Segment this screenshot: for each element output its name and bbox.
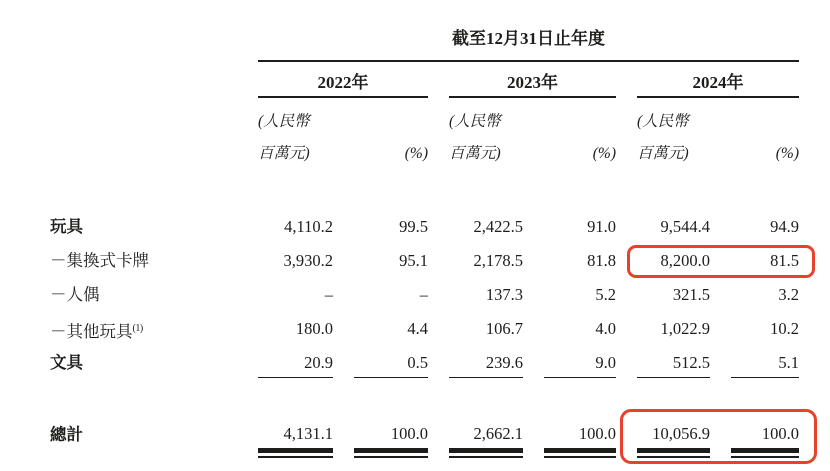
- cell-2023-percent: 5.2: [595, 285, 616, 304]
- units-row-line2: [50, 131, 799, 164]
- row-label: 總計: [50, 425, 83, 444]
- cell-2023-percent: 4.0: [595, 319, 616, 338]
- cell-2022-amount: 180.0: [295, 319, 333, 338]
- cell-2022-percent: 99.5: [399, 217, 428, 236]
- percent-header-2022: (%): [404, 145, 428, 162]
- cell-2023-amount: 2,422.5: [473, 217, 523, 236]
- cell-2023-percent: 91.0: [587, 217, 616, 236]
- highlight-box-2024-trading-cards: [627, 245, 815, 278]
- cell-2024-percent: 81.5: [770, 251, 799, 270]
- cell-2024-amount: 1,022.9: [660, 319, 710, 338]
- cell-2024-amount: 9,544.4: [660, 217, 710, 236]
- cell-2024-amount: 321.5: [672, 285, 710, 304]
- cell-2024-percent: 94.9: [770, 217, 799, 236]
- year-header-2022: 2022年: [258, 62, 428, 98]
- cell-2023-amount: 2,178.5: [473, 251, 523, 270]
- revenue-breakdown-table: [50, 0, 799, 471]
- cell-2022-percent: 4.4: [407, 319, 428, 338]
- cell-2022-percent: –: [419, 285, 428, 304]
- unit-label-millions-2022: 百萬元): [258, 145, 310, 162]
- cell-2022-amount: 20.9: [258, 352, 333, 378]
- row-label: 文具: [50, 353, 83, 372]
- table-row-other-toys: [50, 318, 799, 352]
- cell-2022-amount: 4,131.1: [258, 424, 333, 458]
- table-row-stationery: [50, 352, 799, 386]
- cell-2023-percent: 9.0: [544, 352, 616, 378]
- row-label: －集換式卡牌: [50, 251, 149, 270]
- unit-label-rmb-2023: (人民幣: [449, 113, 501, 130]
- unit-label-millions-2024: 百萬元): [637, 145, 689, 162]
- row-label: －人偶: [50, 285, 100, 304]
- cell-2022-percent: 95.1: [399, 251, 428, 270]
- cell-2022-percent: 0.5: [354, 352, 428, 378]
- period-header-row: [50, 0, 799, 62]
- cell-2023-amount: 2,662.1: [449, 424, 523, 458]
- highlight-box-2024-total: [620, 409, 817, 464]
- cell-2024-percent: 100.0: [731, 424, 799, 458]
- cell-2023-amount: 239.6: [449, 352, 523, 378]
- cell-2023-amount: 106.7: [485, 319, 523, 338]
- cell-2024-amount: 8,200.0: [660, 251, 710, 270]
- cell-2022-amount: –: [324, 285, 333, 304]
- year-header-row: [50, 62, 799, 98]
- unit-label-millions-2023: 百萬元): [449, 145, 501, 162]
- unit-label-rmb-2022: (人民幣: [258, 113, 310, 130]
- cell-2023-percent: 81.8: [587, 251, 616, 270]
- cell-2024-percent: 5.1: [731, 352, 799, 378]
- percent-header-2024: (%): [775, 145, 799, 162]
- unit-label-rmb-2024: (人民幣: [637, 113, 689, 130]
- cell-2024-amount: 10,056.9: [637, 424, 710, 458]
- table-row-figures: [50, 284, 799, 318]
- period-title: 截至12月31日止年度: [258, 0, 799, 62]
- cell-2023-percent: 100.0: [544, 424, 616, 458]
- row-label: 玩具: [50, 217, 83, 236]
- percent-header-2023: (%): [592, 145, 616, 162]
- header-body-spacer: [50, 164, 799, 216]
- cell-2024-percent: 10.2: [770, 319, 799, 338]
- cell-2024-amount: 512.5: [637, 352, 710, 378]
- footnote-marker: (1): [132, 323, 143, 334]
- cell-2022-amount: 4,110.2: [284, 217, 333, 236]
- units-row-line1: [50, 98, 799, 131]
- cell-2022-percent: 100.0: [354, 424, 428, 458]
- cell-2022-amount: 3,930.2: [283, 251, 333, 270]
- cell-2023-amount: 137.3: [485, 285, 523, 304]
- row-label: －其他玩具$^{(1)}$: [50, 322, 143, 341]
- cell-2024-percent: 3.2: [778, 285, 799, 304]
- year-header-2023: 2023年: [449, 62, 616, 98]
- year-header-2024: 2024年: [637, 62, 799, 98]
